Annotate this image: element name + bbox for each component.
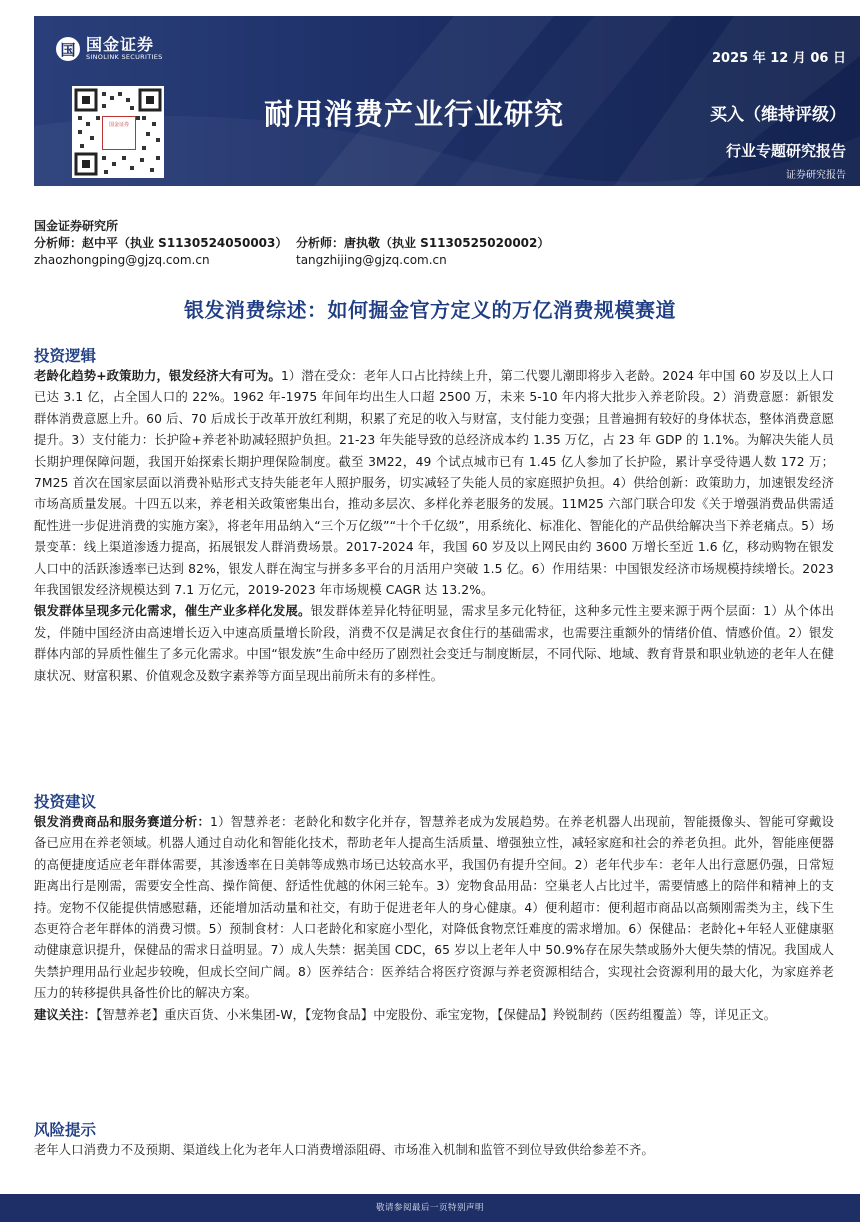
logo-name-en: SINOLINK SECURITIES <box>86 53 163 61</box>
logic-paragraph-2 <box>34 601 834 687</box>
report-title: 耐用消费产业行业研究 <box>264 97 565 131</box>
investment-advice-section <box>34 792 834 1026</box>
logo-mark-icon: 国 <box>56 37 80 61</box>
investment-logic-section <box>34 346 834 687</box>
advice-p2-text: 【智慧养老】重庆百货、小米集团-W，【宠物食品】中宠股份、乖宝宠物，【保健品】羚锐制药（医药组覆盖）等，详见正文。 <box>96 1007 777 1022</box>
qr-center-badge: 国金证券 <box>102 116 136 150</box>
logic-p2-lead: 银发群体呈现多元化需求，催生产业多样化发展。 <box>34 604 311 619</box>
footer-disclaimer: 敬请参阅最后一页特别声明 <box>0 1194 860 1222</box>
logic-paragraph-1 <box>34 366 834 601</box>
analyst-1: 分析师：赵中平（执业 S1130524050003） <box>34 236 288 250</box>
advice-p1-lead: 银发消费商品和服务赛道分析： <box>34 815 211 829</box>
risk-paragraph: 老年人口消费力不及预期、渠道线上化为老年人口消费增添阻碍、市场准入机制和监管不到位导致供给参差不齐。 <box>34 1143 654 1157</box>
document-title: 银发消费综述：如何掘金官方定义的万亿消费规模赛道 <box>184 298 676 322</box>
advice-p1-text: 1）智慧养老：老龄化和数字化并存，智慧养老成为发展趋势。在养老机器人出现前，智能摄像头、智能可穿戴设备已应用在养老领域。机器人通过自动化和智能化技术，帮助老年人提高生活质量、增强独立性，减轻家庭和社会的养老负担。此外，智能座便器的高便捷度适应老年群体需要，其渗透率在日美韩等成熟市场已达较高水平，我国仍有提升空间。2）老年代步车：老年人出行意愿仍强，日常短距离出行是刚需，需要安全性高、操作简便、舒适性优越的休闲三轮车。3）宠物食品用品：空巢老人占比过半，需要情感上的陪伴和精神上的支持。宠物不仅能提供情感慰藉，还能增加活动量和社交，有助于促进老年人的身心健康。4）便利超市：便利超市商品以高频刚需类为主，线下生态更符合老年群体的消费习惯。5）预制食材：人口老龄化和家庭小型化，对降低食物烹饪难度的需求增加。6）保健品：老龄化+年轻人亚健康驱动健康意识提升，保健品的需求日益明显。7）成人失禁：据美国 CDC，65 岁以上老年人中 50.9%存在尿失禁或肠外大便失禁的情况。我国成人失禁护理用品行业起步较晚，但成长空间广阔。8）医养结合：医养结合将医疗资源与养老资源相结合，实现社会资源利用的最大化，为家庭养老压力的转移提供具备性价比的解决方案。 <box>34 815 834 1001</box>
risk-section <box>34 1120 834 1161</box>
logic-p1-text: 1）潜在受众：老年人口占比持续上升，第二代婴儿潮即将步入老龄。2024 年中国 60 岁及以上人口已达 3.1 亿，占全国人口的 22%。1962 年-1975 年间年均出生人口超 2500 万，未来 5-10 年内将大批步入养老阶段。2）消费意愿：新银发群体消费意愿上升。60 后、70 后成长于改革开放红利期，积累了充足的收入与财富，支付能力变强；且普遍拥有较好的身体状态，整体消费意愿提升。3）支付能力：长护险+养老补助减轻照护负担。21-23 年失能导致的总经济成本约 1.35 万亿，占 23 年 GDP 的 1.1%。为解决失能人员长期护理保障问题，我国开始探索长期护理保险制度。截至 3M22，49 个试点城市已有 1.45 亿人参加了长护险，累计享受待遇人数 172 万；7M25 首次在国家层面以消费补贴形式支持失能老年人照护服务，切实减轻了失能人员的家庭照护负担。4）供给创新：政策助力，加速银发经济市场高质量发展。十四五以来，养老相关政策密集出台，推动多层次、多样化养老服务的发展。11M25 六部门联合印发《关于增强消费品供需适配性进一步促进消费的实施方案》，将老年用品纳入“三个万亿级”“十个千亿级”，用系统化、标准化、智能化的产品供给解决当下养老痛点。5）场景变革：线上渠道渗透力提高，拓展银发人群消费场景。2017-2024 年，我国 60 岁及以上网民由约 3600 万增长至近 1.6 亿，移动购物在银发人口中的活跃渗透率已达到 82%，银发人群在淘宝与拼多多平台的月活用户突破 1.5 亿。6）作用结果：中国银发经济市场规模持续增长。2023 年我国银发经济规模达到 7.1 万亿元，2019-2023 年市场规模 CAGR 达 13.2%。 <box>34 369 834 598</box>
analyst-2: 分析师：唐执敬（执业 S1130525020002） <box>296 236 550 250</box>
section-heading-logic: 投资逻辑 <box>34 347 97 365</box>
analyst-2-email: tangzhijing@gjzq.com.cn <box>296 253 447 267</box>
rating-label: 买入（维持评级） <box>710 105 846 125</box>
logic-p1-lead: 老龄化趋势+政策助力，银发经济大有可为。 <box>34 369 281 383</box>
logo-name-cn: 国金证券 <box>86 35 155 54</box>
report-date: 2025 年 12 月 06 日 <box>712 51 846 66</box>
report-category: 证券研究报告 <box>786 170 846 181</box>
qr-code-icon <box>72 86 164 178</box>
header-banner <box>34 16 860 186</box>
company-logo <box>56 36 163 62</box>
section-heading-advice: 投资建议 <box>34 793 97 811</box>
advice-paragraph-2 <box>34 1005 834 1026</box>
analyst-info <box>34 218 549 269</box>
logic-p2-text: 银发群体差异化特征明显，需求呈多元化特征，这种多元性主要来源于两个层面：1）从个体出发，伴随中国经济由高速增长迈入中速高质量增长阶段，消费不仅是满足衣食住行的基础需求，也需要注重额外的情绪价值、情感价值。2）银发群体内部的异质性催生了多元化需求。中国“银发族”生命中经历了剧烈社会变迁与制度断层，不同代际、地域、教育背景和职业轨迹的老年人在健康状况、财富积累、价值观念及数字素养等方面呈现出前所未有的多样性。 <box>34 604 835 683</box>
advice-paragraph-1 <box>34 812 834 1005</box>
institute-name: 国金证券研究所 <box>34 219 119 233</box>
analyst-1-email: zhaozhongping@gjzq.com.cn <box>34 253 210 267</box>
report-type: 行业专题研究报告 <box>725 142 846 160</box>
advice-p2-lead: 建议关注： <box>34 1007 96 1022</box>
section-heading-risk: 风险提示 <box>34 1121 97 1139</box>
